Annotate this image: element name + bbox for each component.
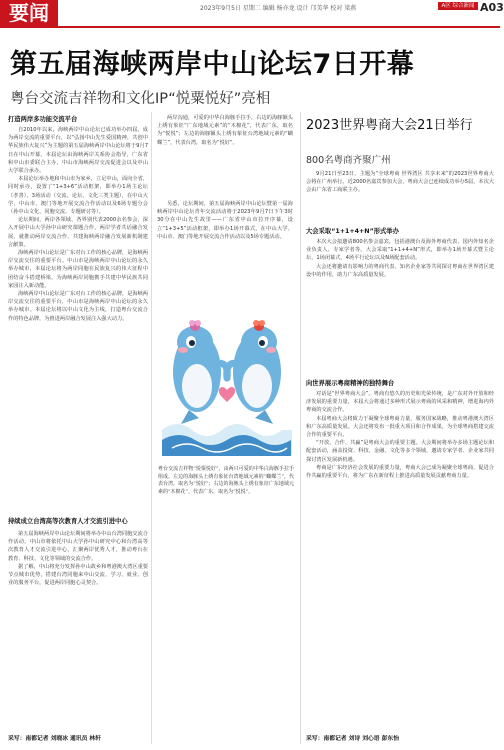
byline: 采写：南都记者 刘诗 刘心语 彭东怡 (306, 736, 400, 742)
column-divider (151, 112, 152, 744)
page-number: A03 (480, 1, 504, 14)
article-subtitle: 800名粤商齐聚广州 (306, 155, 391, 166)
article-subhead: 向世界展示粤商精神的独特舞台 (306, 380, 395, 387)
paragraph: 粤商是广东经济社会发展的重要力量，粤商大会已成为凝聚全球粤商、促进合作共赢的重要平台，将为广东在新征程上推进高质量发展贡献粤商力量。 (306, 464, 494, 480)
header-info: 2023年9月5日 星期二 编辑 杨亦龙 设计 邝美华 校对 梁燕 (200, 5, 357, 12)
article-subhead: 持续成立台湾高等次教育人才交流引进中心 (8, 518, 128, 525)
paragraph: 本届粤商大会将致力于凝聚全球粤商力量，服务国家战略，推动粤港澳大湾区和广东高质量发展。大会还将发布一批重大项目和合作成果，为全球粤商搭建交流合作的重要平台。 (306, 415, 494, 439)
section-tag: A区 综合新闻 (438, 2, 478, 10)
header-rule (0, 26, 500, 28)
paragraph: 据了解，中山将充分发挥孙中山故乡和粤港澳大湾区重要节点城市优势，搭建台湾同胞来中山交流、学习、就业、创业的服务平台，促进两岸同胞心灵契合。 (8, 563, 148, 587)
article-title: 2023世界粤商大会21日举行 (306, 118, 473, 133)
paragraph: 本次大会拟邀请800名参会嘉宾，包括港澳台及海外粤商代表、国内外知名企业负责人、专家学者等。大会采取“1+1+4+N”形式，即举办1场开幕式暨主论坛、1场闭幕式，4场平行论坛以及N场配套活动。 (306, 239, 494, 262)
illustration-caption: 粤台交流吉祥物“悦粟悦好”，由两只可爱的中华白海豚手拉手组成，左边的海豚头上绣有象征台湾地域元素的“蝴蝶兰”，代表台湾，取名为“悦好”；右边的海豚头上绣有象征广东地域元素的“木棉花”，代表广东，取名为“悦悦”。 (158, 466, 294, 495)
paragraph: 论坛期间，两岸各领域、各界别代表2000余名参会，深入开展中山大学孙中山研究课题合作，两岸学者共话融合发展，就推动两岸交流合作、共建海峡两岸融合发展新机制建言献策。 (8, 217, 148, 248)
sub-headline: 粤台交流吉祥物和文化IP“悦粟悦好”亮相 (10, 91, 271, 107)
paragraph: 另悉，论坛期间，第五届海峡两岸中山论坛暨第一届海峡两岸中山论坛青年交流活动将于2023年9月7日下午3时30分在中山先生故里——广东省中山市拉开序幕，设立“1+3+5”活动框架，即举办1场开幕式，在中山大学、中山市、澳门等地开展交流合作活动以及5场专题活动。 (157, 201, 293, 240)
article-body (8, 126, 148, 504)
paragraph: 自2010年以来，海峡两岸中山论坛已成功举办四届，成为两岸交流的重要平台，以“弘扬中山先生爱国精神，共创中华民族伟大复兴”为主题的第五届海峡两岸中山论坛将于9月7日在中山开幕。本届论坛由海峡两岸关系协会指导，广东省和中山市委联合主办，中山市海峡两岸交流促进会以及中山大学联合承办。 (8, 127, 148, 175)
article-body (306, 390, 494, 728)
paragraph: 本届论坛举办地和中山市为家乡，立足中山，面向全省，同时承办，设置了“1+3+6”活动框架，即举办1场主论坛（孝善）、3场活动（交流、论坛、文化三类主题），在中山大学、中山市、澳门等地开展交流合作活动以及6场专题分会（孙中山文化、同胞交流、专题研讨等）。 (8, 176, 148, 216)
article-intro (306, 170, 494, 220)
article-body (306, 238, 494, 374)
byline: 采写：南都记者 刘晓冰 通讯员 林轩 (8, 736, 102, 742)
paragraph: 海峡两岸中山论坛是广东对台工作的核心品牌，是海峡两岸交流交往的重要平台。中山市是海峡两岸中山论坛的永久举办城市，本届论坛将为两岸同胞在民族复兴的伟大征程中团结奋斗搭建桥梁，为海峡两岸同胞携手共建中华民族共同家园注入新动能。 (8, 250, 148, 289)
paragraph: “开放、合作、共赢”是粤商大会的重要主题。大会期间将举办多场主题论坛和配套活动，涵盖投资、科技、金融、文化等多个领域，邀请专家学者、企业家共同探讨湾区发展新机遇。 (306, 440, 494, 463)
article-body (8, 530, 148, 726)
paragraph: 第五届海峡两岸中山论坛期间将举办中山台湾同胞交流合作活动，中山市将依托中山大学孙中山研究中心和台湾高等次教育人才交流引进中心，汇聚两岸优秀人才，推动粤台在教育、科技、文化等领域的交流合作。 (8, 531, 148, 562)
article-subhead: 打造两岸多功能交流平台 (8, 116, 78, 123)
article-subhead: 大会采取“1+1+4+N”形式举办 (306, 228, 399, 235)
section-title: 要闻 (0, 0, 58, 26)
paragraph: 两岸沟通，可爱的中华白海豚手拉手，右边的海豚额头上绣有象征“广东地域元素”的“木棉花”，代表广东，取名为“悦悦”；左边的海豚额头上绣有象征台湾地域元素的“蝴蝶兰”，代表台湾，取名为“悦好”。 (157, 115, 293, 146)
mascot-illustration (157, 290, 297, 460)
paragraph: 大会还将邀请有影响力的粤商代表、知名企业家等共同探讨粤商在世界湾区建设中的作用，助力广东高质量发展。 (306, 263, 494, 278)
column-divider (300, 112, 301, 744)
main-headline: 第五届海峡两岸中山论坛7日开幕 (10, 49, 415, 80)
paragraph: 9月21日至23日，主题为“全球粤商 世界湾区 共享未来”的2023世界粤商大会将在广州举行。近2000名嘉宾参加大会，粤商大会已连续成功举办5届，本次大会由广东省工商联主办。 (306, 171, 494, 194)
paragraph: 对话是“世界粤商大会”。粤商有悠久的历史和光荣传统，是广东对外开放和经济发展的重要力量，本届大会将通过多种形式展示粤商的风采和精神，增进海内外粤商的交流合作。 (306, 391, 494, 414)
article-body (157, 200, 293, 282)
paragraph: 海峡两岸中山论坛是广东对台工作的核心品牌，是海峡两岸交流交往的重要平台，中山市是海峡两岸中山论坛的永久举办城市。本届论坛将以中山文化为主线，打造粤台交流合作的特色品牌，为推进两岸融合发展注入强大动力。 (8, 291, 148, 322)
